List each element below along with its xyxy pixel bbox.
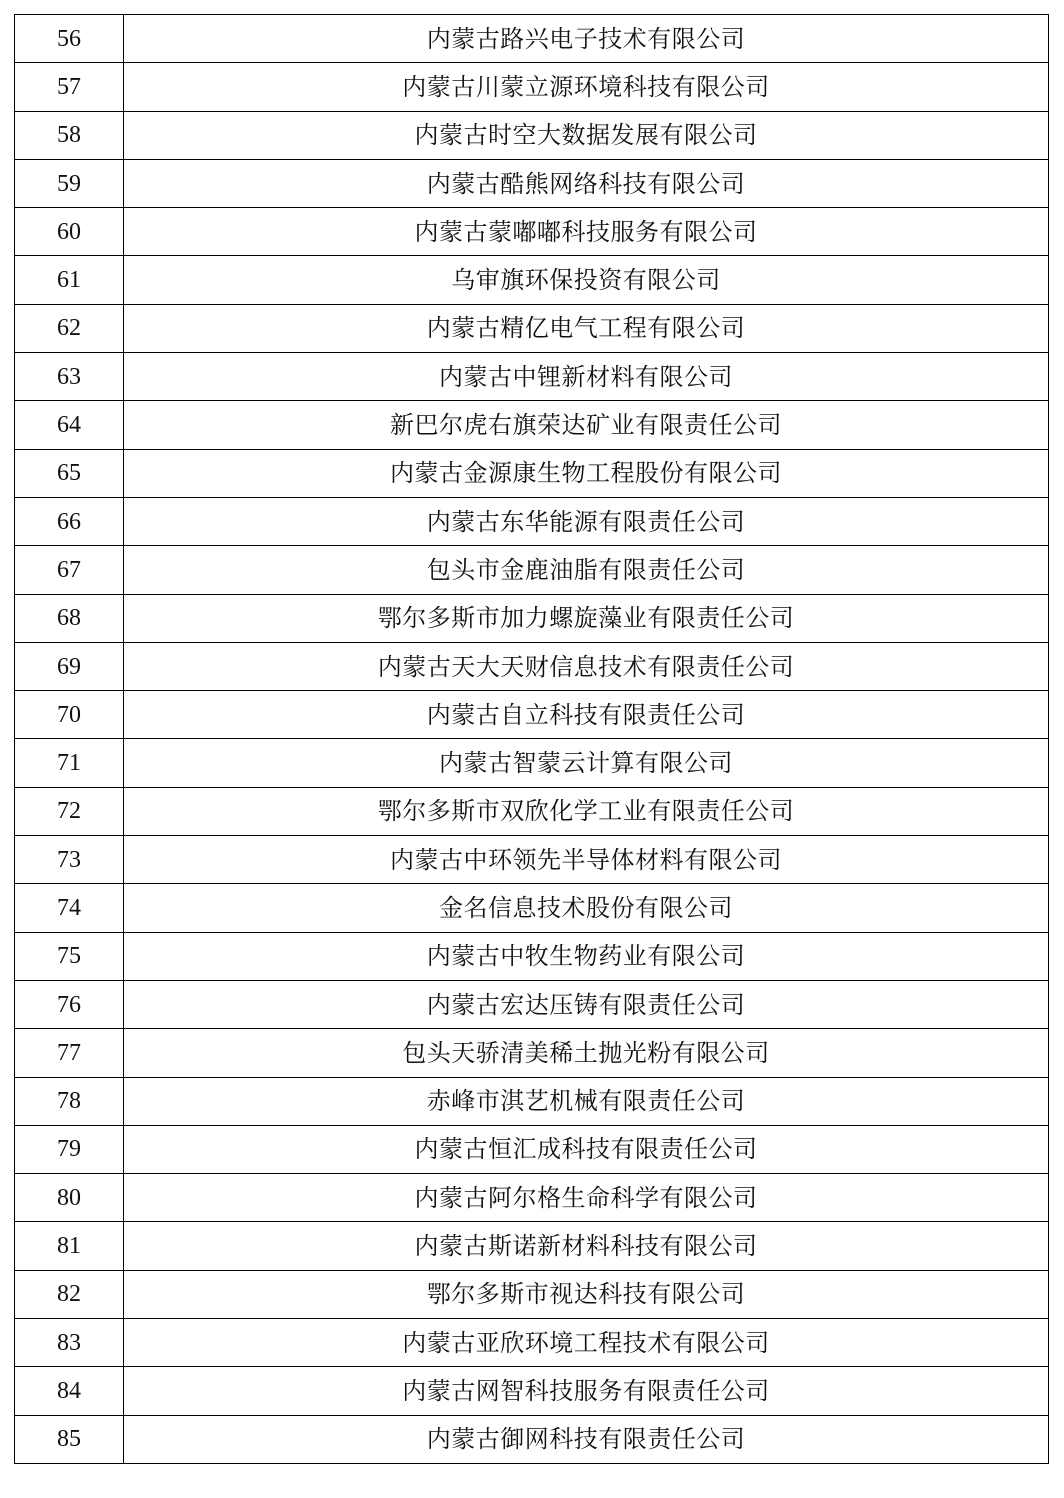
company-name: 鄂尔多斯市加力螺旋藻业有限责任公司: [124, 594, 1049, 642]
company-name: 乌审旗环保投资有限公司: [124, 256, 1049, 304]
row-number: 75: [15, 932, 124, 980]
table-row: [15, 63, 1049, 111]
company-name: 内蒙古斯诺新材料科技有限公司: [124, 1222, 1049, 1270]
row-number: 68: [15, 594, 124, 642]
table-row: [15, 449, 1049, 497]
table-row: [15, 1319, 1049, 1367]
company-list-table: [14, 14, 1049, 1464]
table-row: [15, 1077, 1049, 1125]
row-number: 56: [15, 15, 124, 63]
row-number: 82: [15, 1270, 124, 1318]
table-row: [15, 15, 1049, 63]
company-name: 包头市金鹿油脂有限责任公司: [124, 546, 1049, 594]
row-number: 58: [15, 111, 124, 159]
table-row: [15, 1125, 1049, 1173]
company-name: 内蒙古自立科技有限责任公司: [124, 691, 1049, 739]
table-row: [15, 1174, 1049, 1222]
row-number: 62: [15, 304, 124, 352]
company-name: 包头天骄清美稀土抛光粉有限公司: [124, 1029, 1049, 1077]
company-name: 内蒙古智蒙云计算有限公司: [124, 739, 1049, 787]
table-row: [15, 594, 1049, 642]
table-row: [15, 1415, 1049, 1463]
company-name: 内蒙古天大天财信息技术有限责任公司: [124, 642, 1049, 690]
row-number: 57: [15, 63, 124, 111]
row-number: 83: [15, 1319, 124, 1367]
row-number: 72: [15, 787, 124, 835]
row-number: 84: [15, 1367, 124, 1415]
company-name: 内蒙古酷熊网络科技有限公司: [124, 159, 1049, 207]
company-name: 内蒙古阿尔格生命科学有限公司: [124, 1174, 1049, 1222]
company-name: 新巴尔虎右旗荣达矿业有限责任公司: [124, 401, 1049, 449]
company-name: 内蒙古宏达压铸有限责任公司: [124, 980, 1049, 1028]
table-row: [15, 691, 1049, 739]
company-name: 内蒙古蒙嘟嘟科技服务有限公司: [124, 208, 1049, 256]
row-number: 70: [15, 691, 124, 739]
table-row: [15, 980, 1049, 1028]
row-number: 76: [15, 980, 124, 1028]
row-number: 71: [15, 739, 124, 787]
row-number: 65: [15, 449, 124, 497]
row-number: 64: [15, 401, 124, 449]
row-number: 79: [15, 1125, 124, 1173]
company-name: 赤峰市淇艺机械有限责任公司: [124, 1077, 1049, 1125]
table-row: [15, 353, 1049, 401]
table-row: [15, 1270, 1049, 1318]
row-number: 77: [15, 1029, 124, 1077]
company-name: 内蒙古路兴电子技术有限公司: [124, 15, 1049, 63]
table-row: [15, 401, 1049, 449]
table-row: [15, 884, 1049, 932]
company-name: 鄂尔多斯市双欣化学工业有限责任公司: [124, 787, 1049, 835]
company-name: 内蒙古御网科技有限责任公司: [124, 1415, 1049, 1463]
table-row: [15, 1367, 1049, 1415]
table-row: [15, 111, 1049, 159]
table-row: [15, 546, 1049, 594]
company-name: 内蒙古时空大数据发展有限公司: [124, 111, 1049, 159]
row-number: 78: [15, 1077, 124, 1125]
table-row: [15, 739, 1049, 787]
row-number: 80: [15, 1174, 124, 1222]
table-row: [15, 932, 1049, 980]
row-number: 73: [15, 836, 124, 884]
table-row: [15, 497, 1049, 545]
company-name: 内蒙古川蒙立源环境科技有限公司: [124, 63, 1049, 111]
table-row: [15, 1222, 1049, 1270]
table-row: [15, 304, 1049, 352]
row-number: 61: [15, 256, 124, 304]
company-name: 内蒙古网智科技服务有限责任公司: [124, 1367, 1049, 1415]
row-number: 59: [15, 159, 124, 207]
company-name: 金名信息技术股份有限公司: [124, 884, 1049, 932]
document-page: [14, 14, 1048, 1464]
row-number: 74: [15, 884, 124, 932]
row-number: 81: [15, 1222, 124, 1270]
table-row: [15, 642, 1049, 690]
table-row: [15, 836, 1049, 884]
row-number: 67: [15, 546, 124, 594]
table-row: [15, 787, 1049, 835]
row-number: 60: [15, 208, 124, 256]
row-number: 66: [15, 497, 124, 545]
company-list-body: [15, 15, 1049, 1464]
table-row: [15, 256, 1049, 304]
company-name: 内蒙古恒汇成科技有限责任公司: [124, 1125, 1049, 1173]
company-name: 内蒙古中环领先半导体材料有限公司: [124, 836, 1049, 884]
company-name: 内蒙古东华能源有限责任公司: [124, 497, 1049, 545]
row-number: 63: [15, 353, 124, 401]
company-name: 内蒙古中牧生物药业有限公司: [124, 932, 1049, 980]
company-name: 内蒙古亚欣环境工程技术有限公司: [124, 1319, 1049, 1367]
table-row: [15, 159, 1049, 207]
company-name: 鄂尔多斯市视达科技有限公司: [124, 1270, 1049, 1318]
row-number: 85: [15, 1415, 124, 1463]
company-name: 内蒙古精亿电气工程有限公司: [124, 304, 1049, 352]
company-name: 内蒙古中锂新材料有限公司: [124, 353, 1049, 401]
table-row: [15, 1029, 1049, 1077]
company-name: 内蒙古金源康生物工程股份有限公司: [124, 449, 1049, 497]
table-row: [15, 208, 1049, 256]
row-number: 69: [15, 642, 124, 690]
